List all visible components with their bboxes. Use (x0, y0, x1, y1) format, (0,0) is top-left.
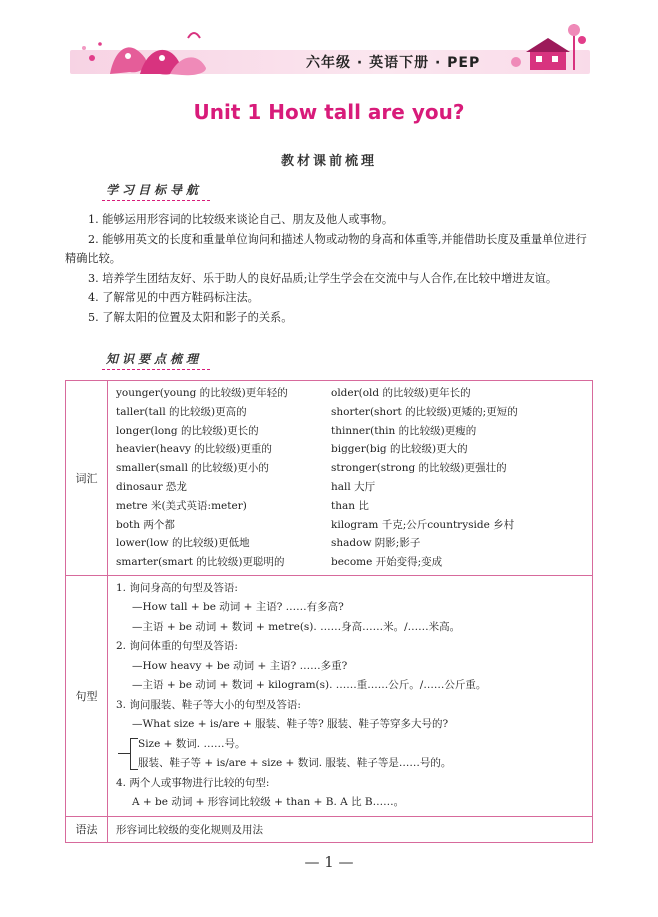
vocab-label: 词汇 (66, 381, 108, 576)
vocab-item: smarter(smart 的比较级)更聪明的 (116, 556, 285, 569)
table-row (66, 381, 593, 576)
page-header (70, 18, 590, 80)
vocab-item: than 比 (331, 499, 369, 512)
vocab-item: bigger(big 的比较级)更大的 (331, 443, 468, 456)
table-row (66, 575, 593, 816)
grammar-cell: 形容词比较级的变化规则及用法 (108, 816, 593, 842)
vocab-item: thinner(thin 的比较级)更瘦的 (331, 424, 477, 437)
knowledge-heading-text: 知识要点梳理 (106, 352, 203, 366)
table-row (66, 816, 593, 842)
goals-list (65, 210, 595, 327)
header-title: 六年级 · 英语下册 · PEP (306, 55, 481, 71)
goal-item: 4. 了解常见的中西方鞋码标注法。 (88, 291, 259, 304)
sentence-line: —How heavy + be 动词 + 主语? ……多重? (132, 659, 348, 672)
vocab-item: older(old 的比较级)更年长的 (331, 387, 471, 399)
sentence-line: —主语 + be 动词 + 数词 + metre(s). ……身高……米。/……米高。 (132, 620, 461, 633)
goals-heading-text: 学习目标导航 (106, 183, 203, 197)
vocab-item: lower(low 的比较级)更低地 (116, 537, 250, 550)
vocab-item: younger(young 的比较级)更年轻的 (116, 387, 288, 399)
sentence-line: —How tall + be 动词 + 主语? ……有多高? (132, 601, 344, 614)
bracket-dash (118, 753, 130, 754)
vocab-item: shadow 阴影;影子 (331, 537, 421, 550)
vocab-item: taller(tall 的比较级)更高的 (116, 405, 247, 418)
knowledge-table (65, 380, 593, 843)
heading-underline (102, 368, 210, 370)
vocab-item: dinosaur 恐龙 (116, 480, 187, 493)
page-number: — 1 — (304, 853, 354, 871)
sentence-line: 服装、鞋子等 + is/are + size + 数词. 服装、鞋子等是……号的。 (138, 757, 452, 770)
vocab-item: hall 大厅 (331, 480, 376, 493)
vocab-item: smaller(small 的比较级)更小的 (116, 462, 269, 475)
grammar-label: 语法 (66, 816, 108, 842)
sentence-line: A + be 动词 + 形容词比较级 + than + B. A 比 B……。 (132, 796, 405, 809)
floral-decoration-icon (70, 18, 220, 80)
sentence-line: 2. 询问体重的句型及答语: (116, 640, 238, 653)
vocab-item: stronger(strong 的比较级)更强壮的 (331, 462, 507, 475)
goal-item: 2. 能够用英文的长度和重量单位询问和描述人物或动物的身高和体重等,并能借助长度及重量单位进行精确比较。 (65, 232, 587, 265)
house-decoration-icon (500, 18, 590, 80)
sentence-label: 句型 (66, 575, 108, 816)
goal-item: 1. 能够运用形容词的比较级来谈论自己、朋友及他人或事物。 (88, 213, 394, 226)
answer-bracket (116, 735, 584, 774)
vocab-item: both 两个都 (116, 518, 175, 531)
vocab-item: metre 米(美式英语:meter) (116, 499, 247, 512)
sentence-line: —主语 + be 动词 + 数词 + kilogram(s). ……重……公斤。/……公斤重。 (132, 679, 487, 692)
sentence-line: 4. 两个人或事物进行比较的句型: (116, 776, 270, 789)
goal-item: 5. 了解太阳的位置及太阳和影子的关系。 (88, 310, 293, 324)
sentence-line: 3. 询问服装、鞋子等大小的句型及答语: (116, 698, 301, 711)
goals-heading (106, 181, 202, 198)
vocab-item: longer(long 的比较级)更长的 (116, 424, 259, 437)
bracket-brace (130, 738, 138, 770)
sentence-cell (108, 575, 593, 816)
vocab-item: shorter(short 的比较级)更矮的;更短的 (331, 405, 518, 418)
goal-item: 3. 培养学生团结友好、乐于助人的良好品质;让学生学会在交流中与人合作,在比较中增进友谊。 (88, 271, 558, 285)
heading-underline (102, 199, 210, 201)
sentence-line: —What size + is/are + 服装、鞋子等? 服装、鞋子等穿多大号的? (132, 718, 449, 731)
vocab-item: kilogram 千克;公斤countryside 乡村 (331, 518, 515, 531)
sentence-line: Size + 数词. ……号。 (138, 737, 246, 750)
vocab-item: heavier(heavy 的比较级)更重的 (116, 443, 272, 456)
unit-title: Unit 1 How tall are you? (193, 100, 465, 124)
vocab-item: become 开始变得;变成 (331, 556, 443, 569)
sentence-line: 1. 询问身高的句型及答语: (116, 581, 238, 594)
vocab-grid (116, 384, 584, 572)
knowledge-heading (106, 350, 202, 367)
section-title: 教材课前梳理 (280, 154, 377, 169)
vocab-cell (108, 381, 593, 576)
